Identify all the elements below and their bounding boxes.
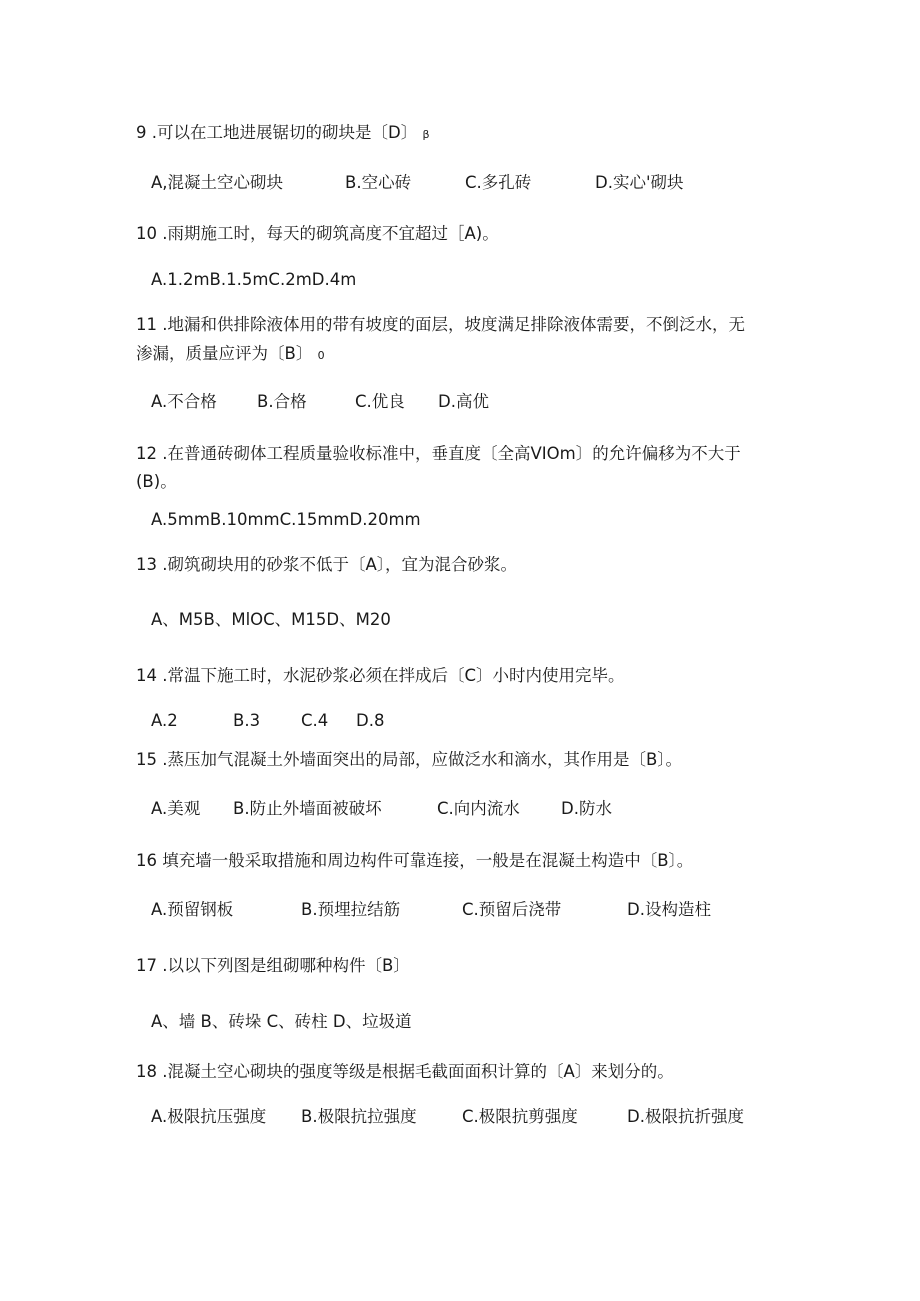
question-12-options: A.5mmB.10mmC.15mmD.20mm — [151, 510, 421, 529]
question-9-option-b: B.空心砖 — [345, 173, 412, 192]
question-16-option-b: B.预埋拉结筋 — [301, 900, 401, 919]
question-16-option-d: D.设构造柱 — [627, 900, 711, 919]
question-9-option-d: D.实心'砌块 — [595, 173, 684, 192]
question-10-stem: 10 .雨期施工时，每天的砌筑高度不宜超过［A)。 — [136, 224, 499, 243]
question-12-stem-line-2: (B)。 — [136, 472, 177, 491]
question-18-option-b: B.极限抗拉强度 — [301, 1107, 417, 1126]
question-18-stem: 18 .混凝土空心砌块的强度等级是根据毛截面面积计算的〔A〕来划分的。 — [136, 1062, 674, 1081]
question-15-stem: 15 .蒸压加气混凝土外墙面突出的局部，应做泛水和滴水，其作用是〔B〕。 — [136, 750, 683, 769]
question-11-option-d: D.高优 — [438, 392, 489, 411]
question-12-stem-line-1: 12 .在普通砖砌体工程质量验收标准中，垂直度〔全高VIOm〕的允许偏移为不大于 — [136, 444, 741, 463]
question-9-stem — [136, 122, 429, 146]
question-11-stem-line-2 — [136, 343, 325, 367]
question-11-suffix: 0 — [317, 349, 325, 362]
question-16-option-a: A.预留钢板 — [151, 900, 234, 919]
question-16-stem: 16 填充墙一般采取措施和周边构件可靠连接，一般是在混凝土构造中〔B〕。 — [136, 851, 694, 870]
question-15-option-d: D.防水 — [561, 799, 612, 818]
question-9-text: 9 .可以在工地进展锯切的砌块是〔D〕 — [136, 123, 418, 142]
question-11-option-a: A.不合格 — [151, 392, 217, 411]
question-10-options: A.1.2mB.1.5mC.2mD.4m — [151, 270, 357, 289]
question-17-options: A、墙 B、砖垛 C、砖柱 D、垃圾道 — [151, 1012, 412, 1031]
question-13-stem: 13 .砌筑砌块用的砂浆不低于〔A〕，宜为混合砂浆。 — [136, 555, 518, 574]
question-15-option-b: B.防止外墙面被破坏 — [233, 799, 382, 818]
question-14-option-a: A.2 — [151, 711, 178, 730]
question-11-option-b: B.合格 — [257, 392, 307, 411]
question-18-option-d: D.极限抗折强度 — [627, 1107, 744, 1126]
question-11-stem-line-1: 11 .地漏和供排除液体用的带有坡度的面层，坡度满足排除液体需要，不倒泛水，无 — [136, 315, 745, 334]
question-9-suffix: β — [422, 128, 430, 141]
question-14-option-c: C.4 — [301, 711, 329, 730]
question-17-stem: 17 .以以下列图是组砌哪种构件〔B〕 — [136, 956, 410, 975]
question-14-option-b: B.3 — [233, 711, 261, 730]
question-13-options: A、M5B、MlOC、M15D、M20 — [151, 610, 391, 629]
question-15-option-c: C.向内流水 — [437, 799, 520, 818]
question-18-option-a: A.极限抗压强度 — [151, 1107, 267, 1126]
question-14-option-d: D.8 — [356, 711, 385, 730]
question-11-text: 渗漏，质量应评为〔B〕 — [136, 344, 313, 363]
question-16-option-c: C.预留后浇带 — [462, 900, 562, 919]
question-18-option-c: C.极限抗剪强度 — [462, 1107, 578, 1126]
question-11-option-c: C.优良 — [355, 392, 405, 411]
question-14-stem: 14 .常温下施工时，水泥砂浆必须在拌成后〔C〕小时内使用完毕。 — [136, 666, 625, 685]
question-9-option-c: C.多孔砖 — [465, 173, 532, 192]
question-15-option-a: A.美观 — [151, 799, 201, 818]
question-9-option-a: A,混凝土空心砌块 — [151, 173, 284, 192]
